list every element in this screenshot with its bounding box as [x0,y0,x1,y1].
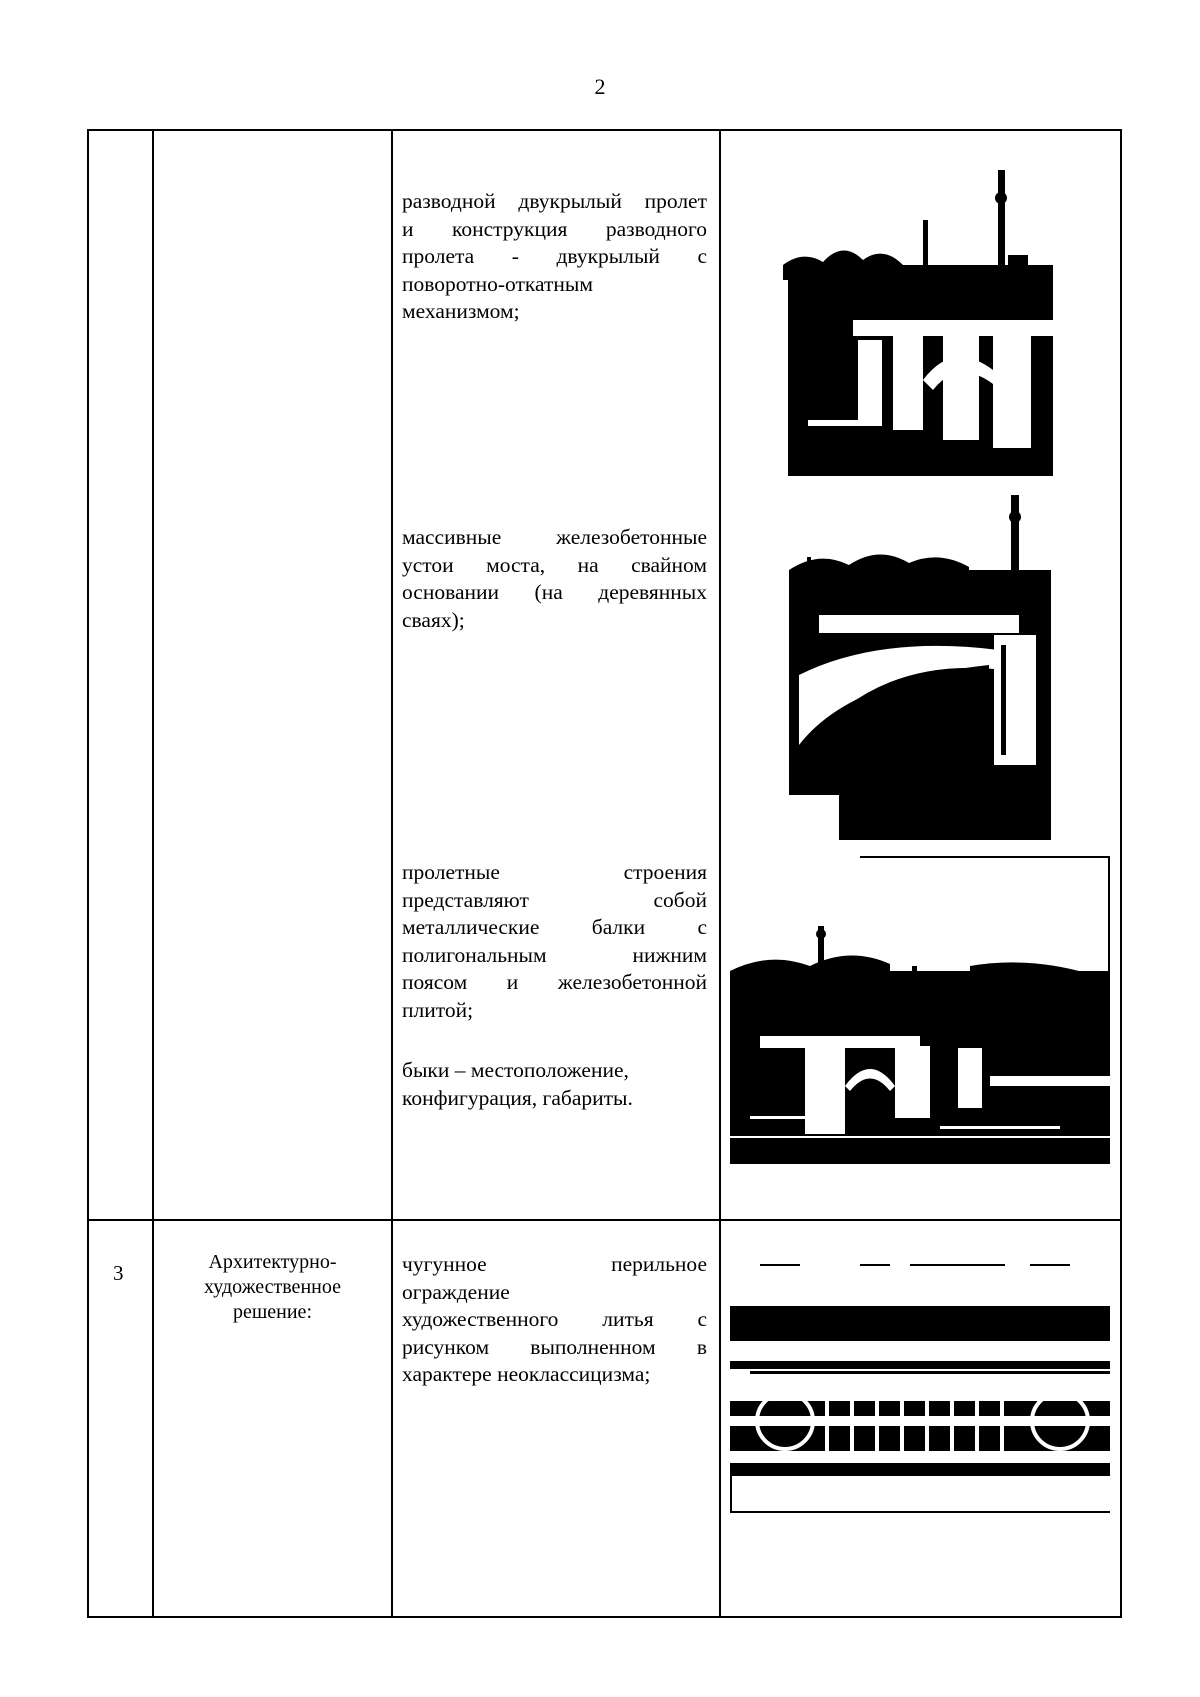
text-line: художественное [204,1276,341,1298]
text-line: плитой; [402,997,474,1022]
feature-description [402,1251,707,1389]
text-line: пролетные строения [402,860,707,884]
bridge-bascule-span-photo [783,170,1053,476]
feature-description [402,188,707,326]
table-border-bottom [87,1616,1122,1618]
text-line: поясом и железобетонной [402,970,707,994]
text-line: решение: [233,1301,312,1323]
page-number: 2 [594,74,606,99]
bridge-abutment-photo [789,495,1051,840]
text-line: сваях); [402,607,465,632]
text-line: чугунное перильное [402,1252,707,1276]
cast-iron-railing-photo [730,1256,1110,1516]
text-line: рисунком выполненном в [402,1334,707,1359]
feature-description [402,1057,707,1112]
table-border-left [87,129,89,1618]
text-line: характере неоклассицизма; [402,1362,651,1386]
text-line: металлические балки с [402,915,707,939]
text-line: основании (на деревянных [402,580,707,604]
section-title [160,1250,385,1325]
text-line: разводной двукрылый пролет [402,189,707,213]
row-number: 3 [113,1261,124,1285]
feature-description [402,859,707,1024]
text-line: быки – местоположение, [402,1058,629,1082]
text-line: поворотно-откатным [402,271,593,296]
text-line: конфигурация, габариты. [402,1085,633,1110]
text-line: пролета - двукрылый с [402,244,707,268]
text-line: устои моста, на свайном [402,552,707,577]
text-line: механизмом; [402,299,520,323]
table-column-divider [719,129,721,1618]
table-column-divider [152,129,154,1618]
text-line: и конструкция разводного [402,216,707,241]
bridge-spans-photo [730,856,1110,1164]
text-line: массивные железобетонные [402,525,707,549]
text-line: полигональным нижним [402,942,707,967]
table-border-right [1120,129,1122,1618]
table-row-divider [87,1219,1122,1221]
table-column-divider [391,129,393,1618]
text-line: ограждение [402,1279,510,1304]
text-line: художественного литья с [402,1307,707,1331]
text-line: представляют собой [402,887,707,912]
feature-description [402,524,707,634]
text-line: Архитектурно- [208,1251,337,1273]
table-border-top [87,129,1122,131]
